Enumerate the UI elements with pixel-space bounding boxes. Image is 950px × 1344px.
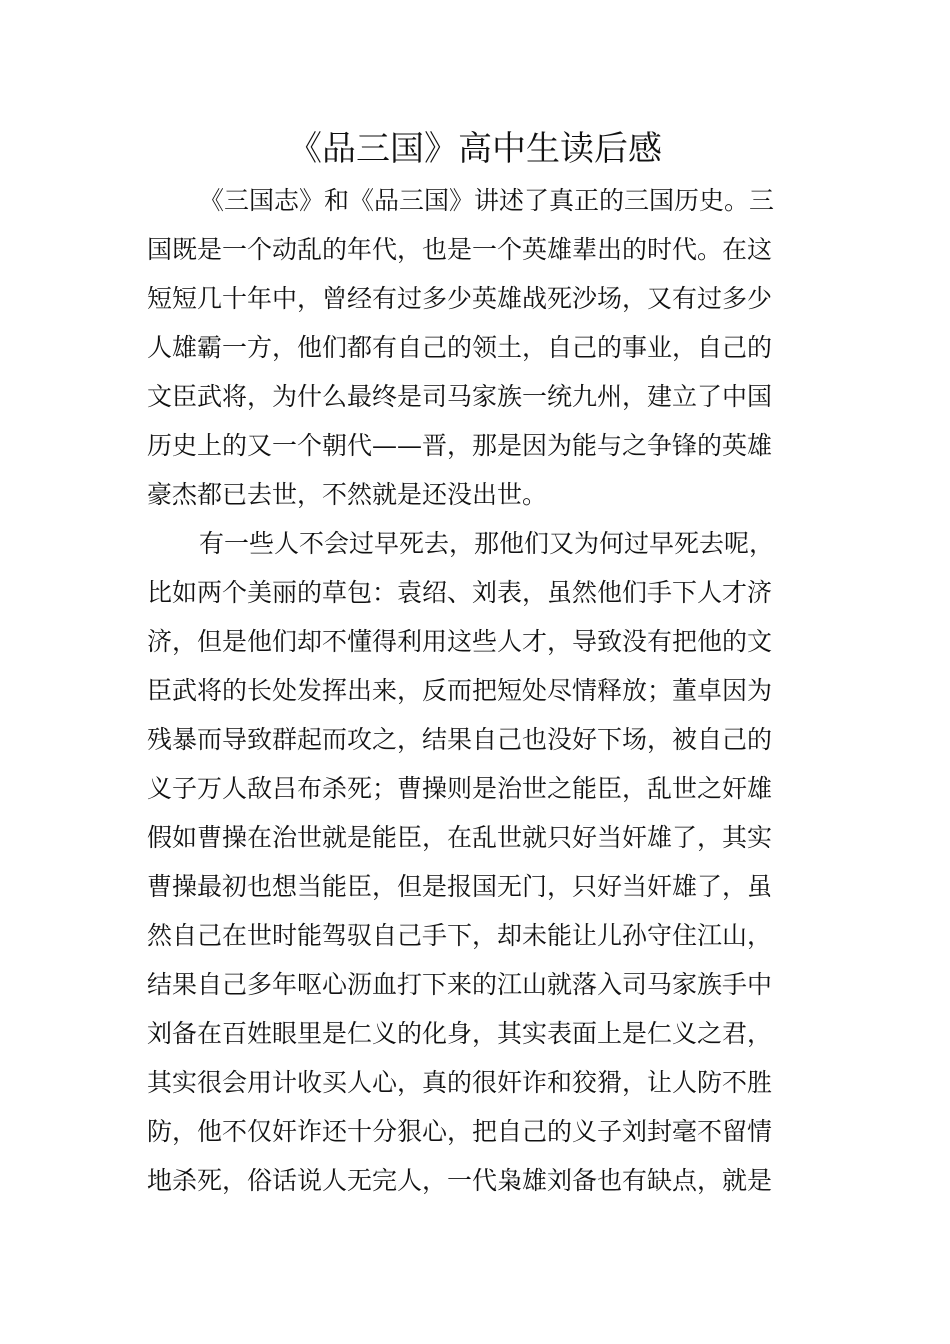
- text-line: 假如曹操在治世就是能臣，在乱世就只好当奸雄了，其实: [147, 823, 773, 852]
- text-line: 比如两个美丽的草包：袁绍、刘表，虽然他们手下人才济: [147, 578, 773, 607]
- paragraph-1: [147, 176, 811, 519]
- text-line: 曹操最初也想当能臣，但是报国无门，只好当奸雄了，虽: [147, 872, 773, 901]
- text-line: 短短几十年中，曾经有过多少英雄战死沙场，又有过多少: [147, 284, 773, 313]
- document-body: [147, 176, 811, 1205]
- text-line: 防，他不仅奸诈还十分狠心，把自己的义子刘封毫不留情: [147, 1117, 773, 1146]
- text-line: 义子万人敌吕布杀死；曹操则是治世之能臣，乱世之奸雄: [147, 774, 773, 803]
- text-line: 有一些人不会过早死去，那他们又为何过早死去呢，: [199, 529, 775, 558]
- text-line: 残暴而导致群起而攻之，结果自己也没好下场，被自己的: [147, 725, 773, 754]
- text-line: 济，但是他们却不懂得利用这些人才，导致没有把他的文: [147, 627, 773, 656]
- text-line: 臣武将的长处发挥出来，反而把短处尽情释放；董卓因为: [147, 676, 773, 705]
- document-title: 《品三国》高中生读后感: [288, 129, 662, 169]
- text-line: 刘备在百姓眼里是仁义的化身，其实表面上是仁义之君，: [147, 1019, 773, 1048]
- text-line: 《三国志》和《品三国》讲述了真正的三国历史。三: [199, 186, 775, 215]
- text-line: 结果自己多年呕心沥血打下来的江山就落入司马家族手中: [147, 970, 773, 999]
- text-line: 其实很会用计收买人心，真的很奸诈和狡猾，让人防不胜: [147, 1068, 773, 1097]
- text-line: 地杀死，俗话说人无完人，一代枭雄刘备也有缺点，就是: [147, 1166, 773, 1195]
- paragraph-2: [147, 519, 811, 1205]
- text-line: 人雄霸一方，他们都有自己的领土，自己的事业，自己的: [147, 333, 773, 362]
- text-line: 历史上的又一个朝代——晋，那是因为能与之争锋的英雄: [147, 431, 773, 460]
- text-line: 文臣武将，为什么最终是司马家族一统九州，建立了中国: [147, 382, 773, 411]
- text-line: 豪杰都已去世，不然就是还没出世。: [147, 480, 548, 509]
- text-line: 国既是一个动乱的年代，也是一个英雄辈出的时代。在这: [147, 235, 773, 264]
- text-line: 然自己在世时能驾驭自己手下，却未能让儿孙守住江山，: [147, 921, 773, 950]
